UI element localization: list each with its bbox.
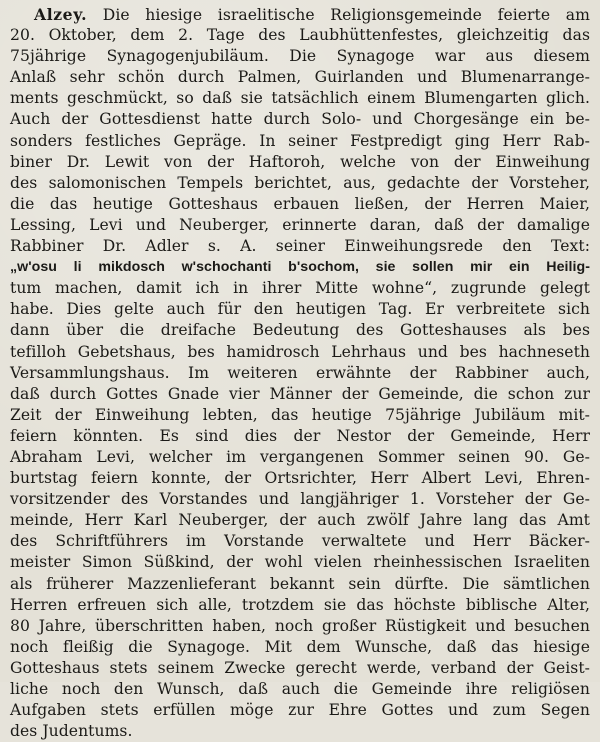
article-line: Gotteshaus stets seinem Zwecke gerecht werde, verband der Geist-	[10, 658, 590, 677]
article-line: des Schriftführers im Vorstande verwaltete und Herr Bäcker-	[10, 532, 590, 551]
article-line: feiern könnten. Es sind dies der Nestor der Gemeinde, Herr	[10, 426, 590, 445]
article-line: daß durch Gottes Gnade vier Männer der Gemeinde, die schon zur	[10, 384, 590, 403]
article-line: Zeit der Einweihung lebten, das heutige 75jährige Jubiläum mit-	[10, 405, 590, 424]
article-line: Herren erfreuen sich alle, trotzdem sie das höchste biblische Alter,	[10, 595, 590, 614]
article-line: dann über die dreifache Bedeutung des Gotteshauses als bes	[10, 321, 590, 340]
article-line-hebrew-quote: „w'osu li mikdosch w'schochanti b'sochom, sie sollen mir ein Heilig-	[10, 259, 590, 276]
article-line: Rabbiner Dr. Adler s. A. seiner Einweihungsrede den Text:	[10, 237, 590, 256]
article-line: des salomonischen Tempels berichtet, aus, gedachte der Vorsteher,	[10, 173, 590, 192]
article-line: sonders festliches Gepräge. In seiner Festpredigt ging Herr Rab-	[10, 131, 590, 150]
article-line: ments geschmückt, so daß sie tatsächlich einem Blumengarten glich.	[10, 89, 590, 108]
article-line: Lessing, Levi und Neuberger, erinnerte daran, daß der damalige	[10, 215, 590, 234]
article-line: Auch der Gottesdienst hatte durch Solo- und Chorgesänge ein be-	[10, 110, 590, 129]
article-line: vorsitzender des Vorstandes und langjähriger 1. Vorsteher der Ge-	[10, 490, 590, 509]
article-line: tefilloh Gebetshaus, bes hamidrosch Lehrhaus und bes hachneseth	[10, 342, 590, 361]
article-line: noch fleißig die Synagoge. Mit dem Wunsche, daß das hiesige	[10, 637, 590, 656]
article-lead: Alzey.	[34, 5, 88, 24]
article-line: des Judentums.	[10, 722, 133, 741]
article-line: 80 Jahre, überschritten haben, noch großer Rüstigkeit und besuchen	[10, 616, 590, 635]
article-line: Versammlungshaus. Im weiteren erwähnte der Rabbiner auch,	[10, 363, 590, 382]
article-line: Anlaß sehr schön durch Palmen, Guirlanden und Blumenarrange-	[10, 68, 590, 87]
article-line: die das heutige Gotteshaus erbauen ließen, der Herren Maier,	[10, 194, 590, 213]
article-line: meinde, Herr Karl Neuberger, der auch zwölf Jahre lang das Amt	[10, 511, 590, 530]
article-line: als früherer Mazzenlieferant bekannt sein dürfte. Die sämtlichen	[10, 574, 590, 593]
article-line: meister Simon Süßkind, der wohl vielen rheinhessischen Israeliten	[10, 553, 590, 572]
article-line: Abraham Levi, welcher im vergangenen Sommer seinen 90. Ge-	[10, 447, 590, 466]
article-line: Aufgaben stets erfüllen möge zur Ehre Gottes und zum Segen	[10, 701, 590, 720]
article-line: burtstag feiern konnte, der Ortsrichter, Herr Albert Levi, Ehren-	[10, 469, 590, 488]
article-line: 20. Oktober, dem 2. Tage des Laubhüttenfestes, gleichzeitig das	[10, 26, 590, 45]
article-line: Alzey. Die hiesige israelitische Religionsgemeinde feierte am	[34, 5, 590, 24]
article-line: liche noch den Wunsch, daß auch die Gemeinde ihre religiösen	[10, 680, 590, 698]
article-line: biner Dr. Lewit von der Haftoroh, welche von der Einweihung	[10, 152, 590, 171]
article-line: 75jährige Synagogenjubiläum. Die Synagoge war aus diesem	[10, 47, 590, 66]
article-line: habe. Dies gelte auch für den heutigen Tag. Er verbreitete sich	[10, 300, 590, 319]
article-line: tum machen, damit ich in ihrer Mitte wohne“, zugrunde gelegt	[10, 279, 590, 298]
